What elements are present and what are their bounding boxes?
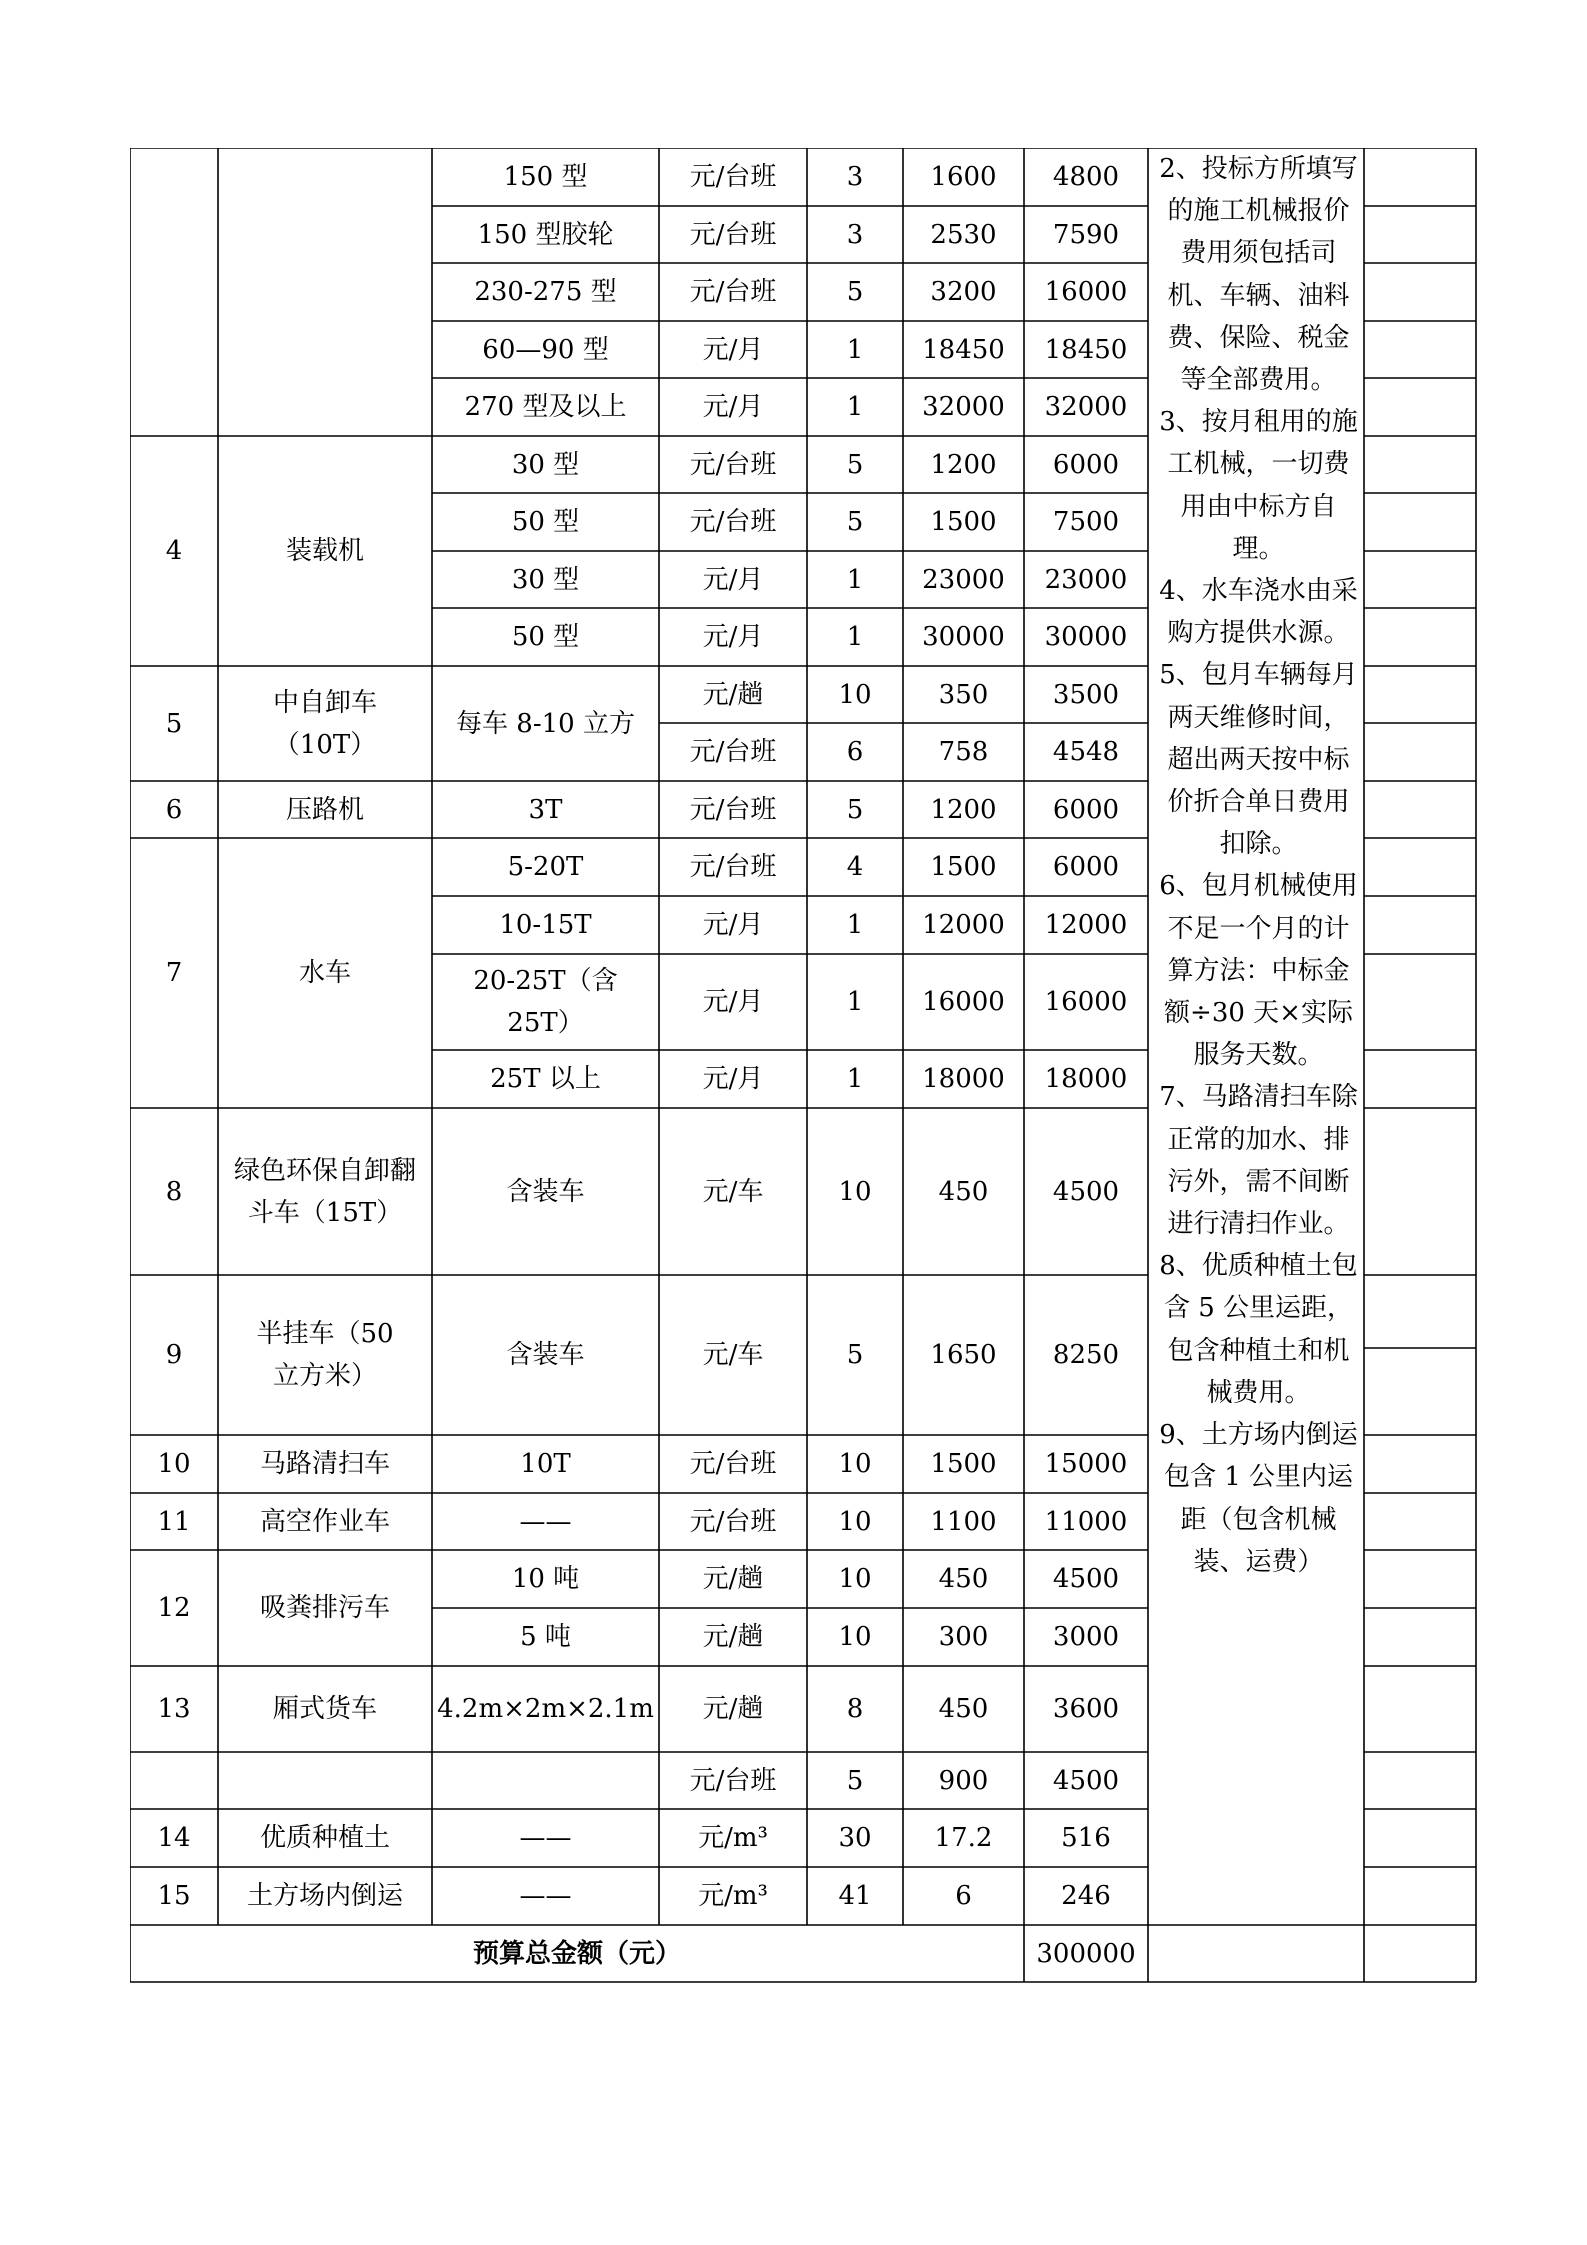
cell-qty: 5 [846,277,864,307]
cell-qty: 10 [838,1564,872,1594]
cell-amount: 6000 [1052,794,1120,825]
cell-unit: 元/趟 [702,679,764,710]
cell-unit: 元/趟 [702,1622,764,1652]
cell-spec: 60—90 型 [482,334,609,365]
cell-name: 高空作业车 [259,1506,390,1537]
cell-unit: 元/台班 [689,1449,777,1479]
cell-amount: 12000 [1044,910,1128,940]
cell-price: 300 [938,1622,989,1652]
cell-no: 12 [157,1593,191,1623]
cell-amount: 4500 [1052,1176,1120,1207]
total-label: 预算总金额（元） [472,1938,681,1969]
cell-qty: 1 [846,392,864,422]
cell-unit: 元/台班 [689,852,777,882]
cell-amount: 3500 [1052,679,1120,710]
cell-amount: 23000 [1044,564,1128,595]
cell-amount: 246 [1061,1881,1111,1911]
cell-qty: 41 [838,1881,872,1911]
cell-name: 水车 [298,958,351,988]
cell-no: 5 [165,708,183,739]
cell-amount: 16000 [1044,987,1128,1017]
cell-amount: 4500 [1052,1765,1120,1796]
cell-spec: 10 吨 [511,1564,580,1594]
notes-column [1153,148,1364,1583]
cell-price: 350 [938,679,989,710]
cell-spec: 20-25T（含 25T） [473,966,618,1038]
cell-amount: 7500 [1052,507,1120,537]
cell-qty: 5 [846,1340,864,1370]
cell-no: 8 [165,1176,183,1207]
cell-price: 30000 [922,622,1005,652]
cell-qty: 3 [846,162,864,192]
cell-price: 758 [938,737,989,767]
cell-price: 1650 [930,1340,997,1370]
cell-qty: 30 [838,1823,872,1853]
cell-name: 土方场内倒运 [246,1881,403,1911]
cell-price: 1200 [930,794,997,825]
cell-qty: 6 [846,737,864,767]
cell-unit: 元/月 [702,564,764,595]
cell-price: 1500 [930,1449,997,1479]
cell-unit: 元/车 [702,1340,764,1370]
cell-unit: 元/台班 [689,507,777,537]
cell-spec: 150 型 [503,162,588,192]
cell-spec: 150 型胶轮 [477,219,614,250]
cell-amount: 18000 [1044,1064,1128,1094]
cell-price: 18450 [922,334,1005,365]
cell-spec: 230-275 型 [474,277,617,307]
cell-name: 压路机 [285,794,364,825]
cell-name: 优质种植土 [259,1823,390,1853]
cell-qty: 10 [838,1176,872,1207]
cell-qty: 1 [846,910,864,940]
cell-amount: 3000 [1052,1622,1120,1652]
cell-unit: 元/台班 [689,162,777,192]
cell-price: 450 [938,1564,989,1594]
cell-spec: 含装车 [506,1340,585,1370]
cell-unit: 元/台班 [689,277,777,307]
cell-price: 1500 [930,852,997,882]
cell-name: 马路清扫车 [259,1449,390,1479]
cell-amount: 4500 [1052,1564,1120,1594]
cell-no: 14 [157,1823,191,1853]
cell-spec: 50 型 [511,622,580,652]
cell-unit: 元/台班 [689,737,777,767]
cell-qty: 5 [846,449,864,480]
cell-amount: 4800 [1052,162,1120,192]
cell-unit: 元/月 [702,622,764,652]
cell-no: 13 [157,1694,191,1724]
cell-price: 1200 [930,449,997,480]
cell-unit: 元/台班 [689,794,777,825]
cell-amount: 30000 [1044,622,1128,652]
cell-qty: 1 [846,1064,864,1094]
cell-no: 7 [165,958,183,988]
cell-unit: 元/台班 [689,1506,777,1537]
cell-unit: 元/台班 [689,1765,777,1796]
cell-price: 32000 [922,392,1005,422]
cell-price: 450 [938,1694,989,1724]
cell-spec: —— [519,1823,572,1853]
cell-unit: 元/车 [702,1176,764,1207]
cell-qty: 5 [846,794,864,825]
cell-unit: 元/m³ [698,1823,768,1853]
cell-price: 2530 [930,219,997,250]
cell-unit: 元/趟 [702,1694,764,1724]
cell-price: 900 [938,1765,989,1796]
cell-no: 4 [165,536,183,566]
cell-price: 1100 [930,1506,997,1537]
cell-spec: 30 型 [511,449,580,480]
cell-qty: 1 [846,564,864,595]
cell-spec: 10-15T [499,910,592,940]
cell-amount: 8250 [1052,1340,1120,1370]
cell-amount: 6000 [1052,449,1120,480]
cell-spec: 每车 8-10 立方 [456,708,635,739]
cell-no: 6 [165,794,183,825]
note-item: 4、水车浇水由采购方提供水源。 [1159,576,1358,649]
cell-price: 16000 [922,987,1005,1017]
cell-unit: 元/月 [702,910,764,940]
cell-amount: 11000 [1044,1506,1128,1537]
cell-no: 15 [157,1881,191,1911]
cell-spec: 3T [528,794,563,825]
cell-unit: 元/月 [702,987,764,1017]
cell-qty: 10 [838,1506,872,1537]
cell-price: 1600 [930,162,997,192]
cell-price: 12000 [922,910,1005,940]
cell-name: 装载机 [285,536,364,566]
note-item: 5、包月车辆每月两天维修时间，超出两天按中标价折合单日费用扣除。 [1159,660,1358,860]
cell-name: 绿色环保自卸翻斗车（15T） [233,1155,416,1228]
budget-table [130,148,1477,1986]
cell-amount: 15000 [1044,1449,1128,1479]
cell-unit: 元/台班 [689,219,777,250]
cell-amount: 3600 [1052,1694,1120,1724]
cell-unit: 元/月 [702,392,764,422]
cell-qty: 10 [838,1449,872,1479]
cell-qty: 3 [846,219,864,250]
note-item: 6、包月机械使用不足一个月的计算方法：中标金额÷30 天×实际服务天数。 [1159,871,1358,1071]
cell-price: 3200 [930,277,997,307]
cell-name: 中自卸车（10T） [272,687,377,760]
cell-amount: 16000 [1044,277,1128,307]
cell-name: 吸粪排污车 [259,1593,390,1623]
cell-amount: 516 [1061,1823,1111,1853]
note-item: 7、马路清扫车除正常的加水、排污外，需不间断进行清扫作业。 [1159,1082,1358,1240]
cell-qty: 4 [846,852,864,882]
cell-spec: 30 型 [511,564,580,595]
cell-spec: 270 型及以上 [464,392,627,422]
cell-qty: 5 [846,507,864,537]
cell-unit: 元/月 [702,334,764,365]
note-item: 3、按月租用的施工机械，一切费用由中标方自理。 [1159,407,1358,564]
cell-unit: 元/台班 [689,449,777,480]
cell-unit: 元/m³ [698,1881,768,1911]
cell-amount: 4548 [1052,737,1120,767]
cell-spec: —— [519,1506,572,1537]
note-item: 8、优质种植土包含 5 公里运距，包含种植土和机械费用。 [1159,1251,1358,1408]
cell-unit: 元/趟 [702,1564,764,1594]
cell-spec: 25T 以上 [490,1064,601,1094]
cell-qty: 8 [846,1694,864,1724]
cell-spec: 5-20T [507,852,584,882]
cell-amount: 7590 [1052,219,1120,250]
cell-qty: 10 [838,679,872,710]
cell-name: 半挂车（50 立方米） [256,1319,394,1391]
total-value: 300000 [1036,1938,1136,1969]
cell-unit: 元/月 [702,1064,764,1094]
cell-price: 1500 [930,507,997,537]
cell-price: 23000 [922,564,1005,595]
cell-no: 11 [157,1506,191,1537]
cell-qty: 10 [838,1622,872,1652]
cell-spec: 4.2m×2m×2.1m [437,1694,654,1724]
cell-spec: 5 吨 [520,1622,571,1652]
cell-qty: 1 [846,987,864,1017]
note-item: 2、投标方所填写的施工机械报价费用须包括司机、车辆、油料费、保险、税金等全部费用。 [1159,154,1358,396]
note-item: 9、土方场内倒运包含 1 公里内运距（包含机械装、运费） [1159,1420,1358,1577]
cell-amount: 18450 [1044,334,1128,365]
cell-spec: 50 型 [511,507,580,537]
cell-price: 6 [955,1881,972,1911]
cell-no: 10 [157,1449,191,1479]
cell-spec: 含装车 [506,1176,585,1207]
cell-spec: 10T [520,1449,571,1479]
cell-spec: —— [519,1881,572,1911]
cell-price: 18000 [922,1064,1005,1094]
cell-amount: 6000 [1052,852,1120,882]
cell-name: 厢式货车 [272,1694,377,1724]
cell-qty: 1 [846,334,864,365]
cell-qty: 1 [846,622,864,652]
cell-no: 9 [165,1340,183,1370]
cell-price: 17.2 [934,1823,993,1853]
cell-price: 450 [938,1176,989,1207]
cell-amount: 32000 [1044,392,1128,422]
cell-qty: 5 [846,1765,864,1796]
